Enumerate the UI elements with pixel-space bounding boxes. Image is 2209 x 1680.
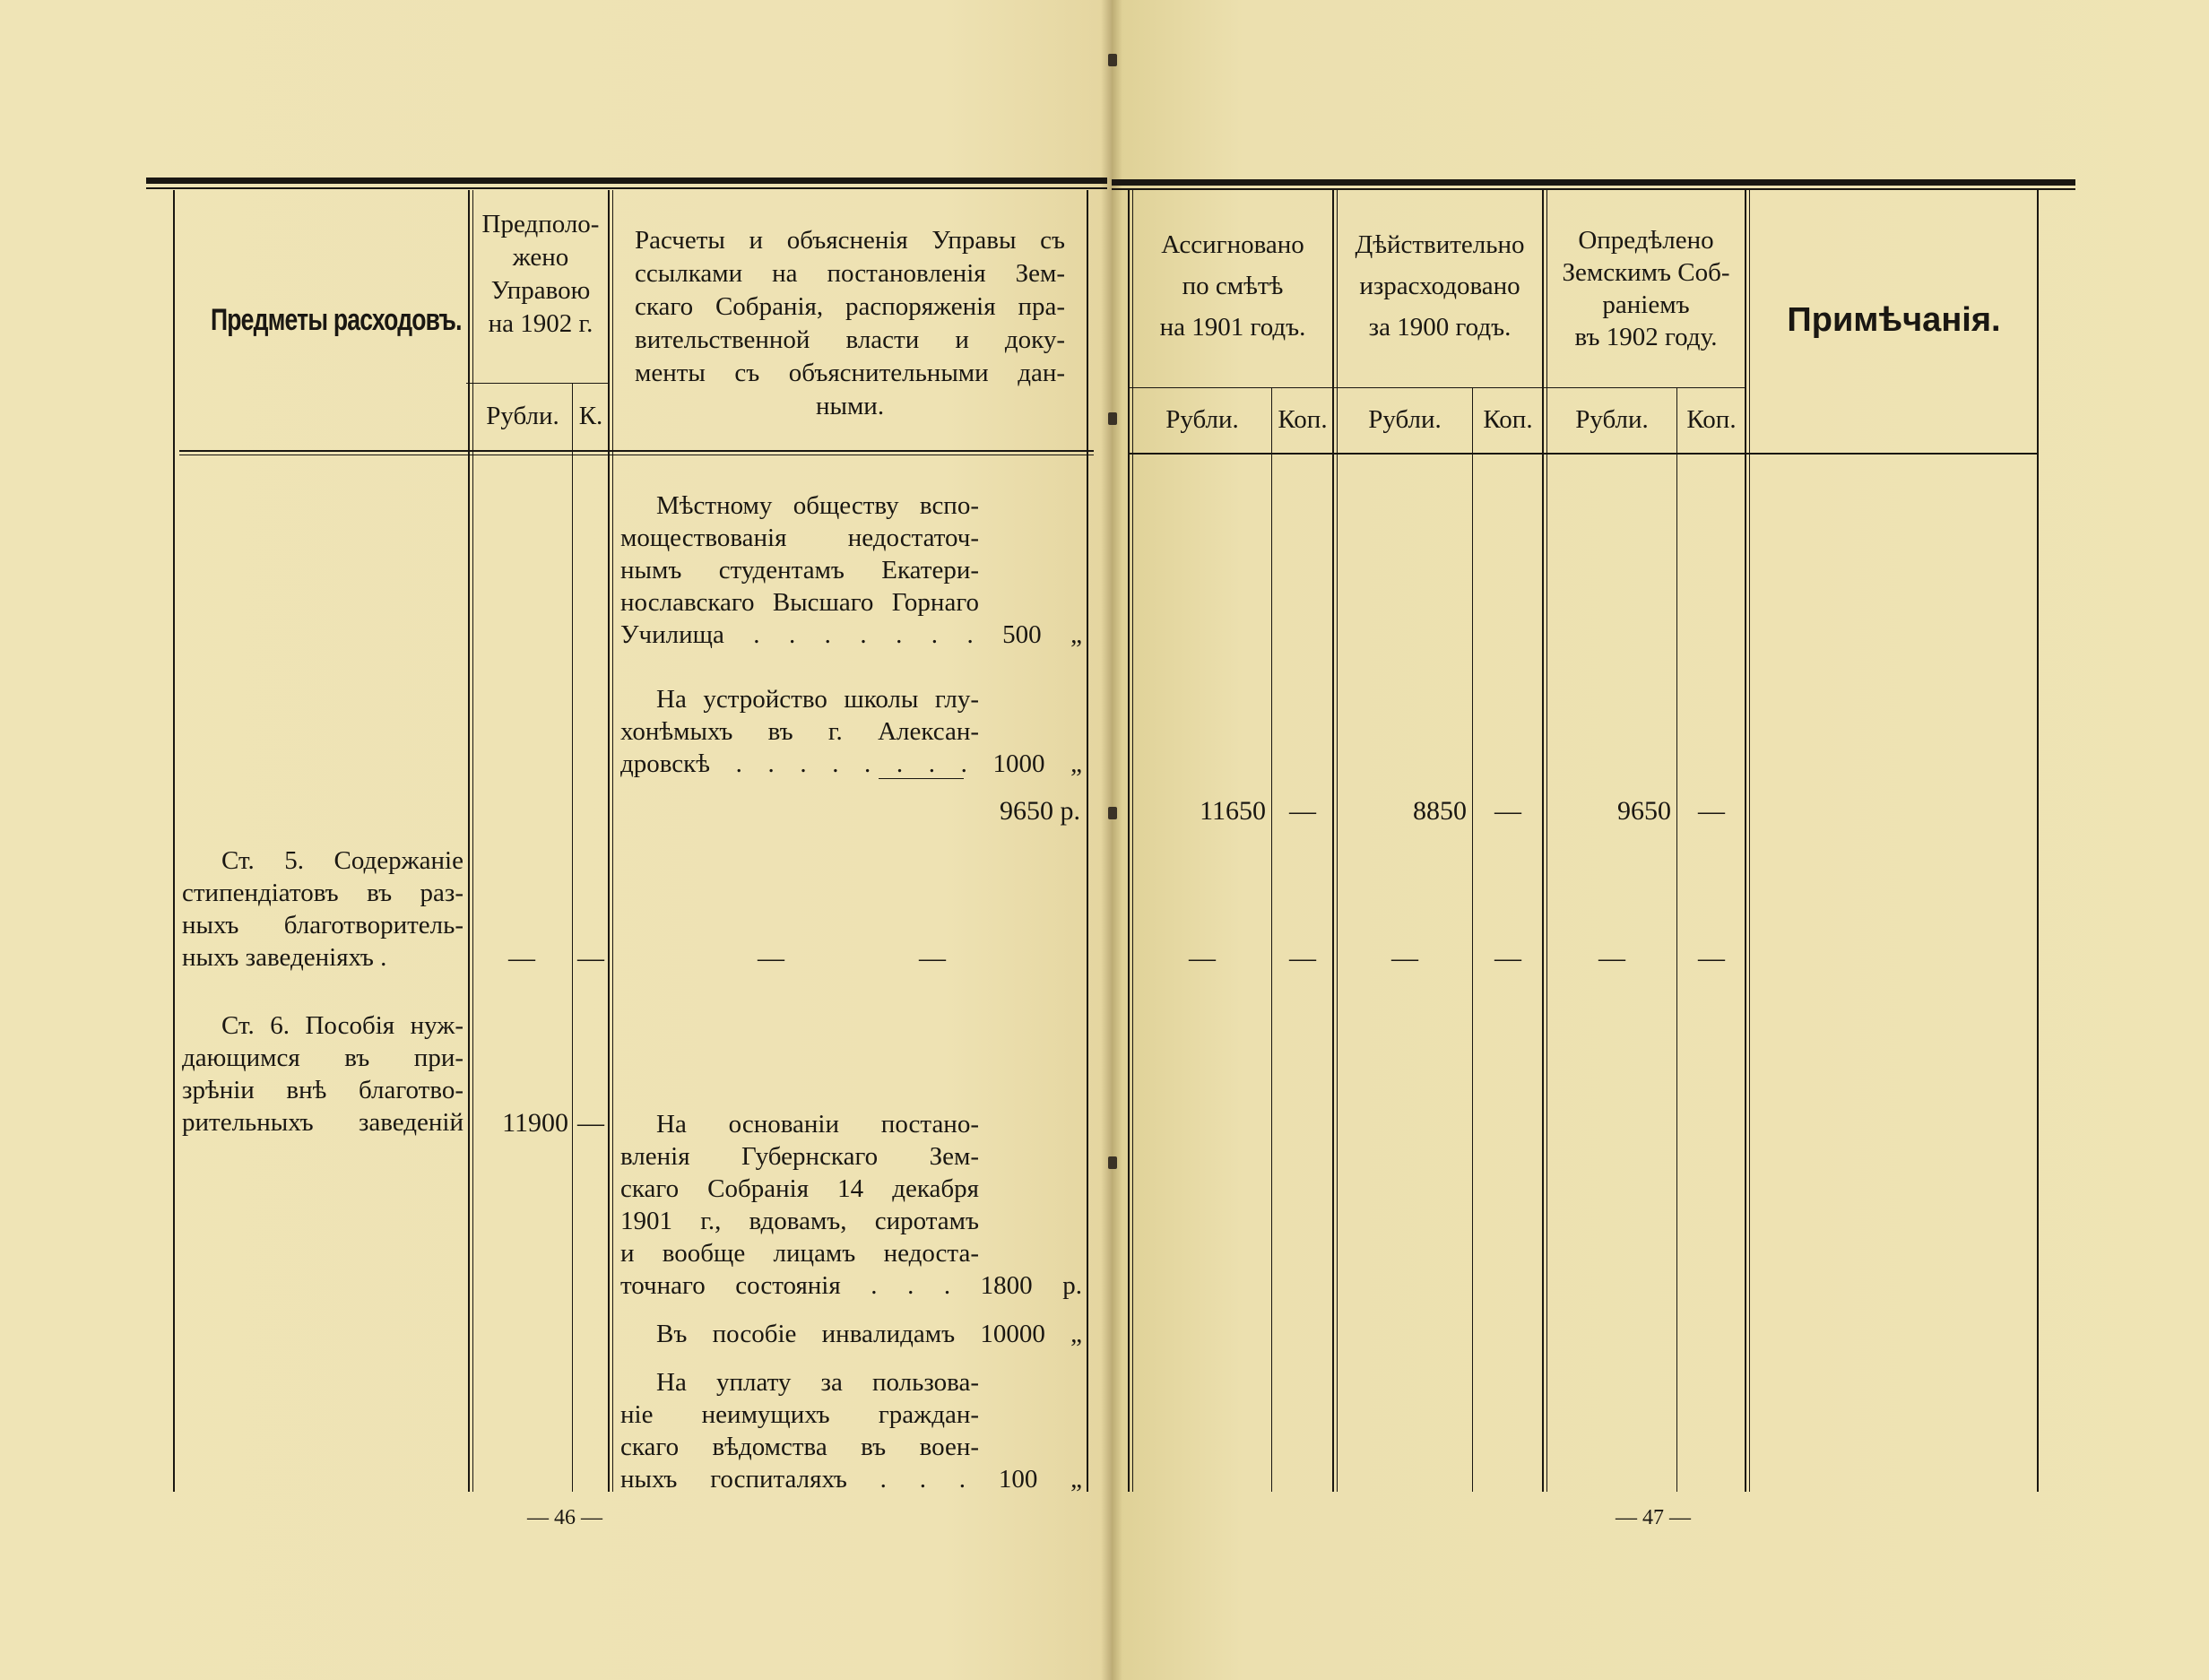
subheader-rule-right: [1128, 387, 1746, 388]
sub-rub-1: Рубли.: [1165, 405, 1239, 434]
binding-clip: [1108, 1156, 1117, 1169]
st5-explain-dash-2: —: [919, 943, 946, 973]
entry-student-society: Мѣстному обществу вспо- моществованія недостаточ- нымъ студентамъ Екатери- нославскаго Высшаго Горнаго Училища . . . . . . . 500 „: [620, 491, 1082, 649]
col-line: [1337, 190, 1338, 1492]
col-line: [572, 383, 573, 1492]
st5-assigned-dash: —: [1189, 943, 1216, 973]
st5-assigned-kop-dash: —: [1289, 943, 1316, 973]
top-thin-rule-right: [1112, 188, 2075, 190]
book-spine: [1101, 0, 1122, 1680]
top-thick-rule-right: [1112, 179, 2075, 186]
article-6: Ст. 6. Пособія нуж- дающимся въ при- зрѣніи внѣ благотво- рительныхъ заведеній: [182, 1011, 463, 1137]
header-proposed-kop: К.: [578, 402, 603, 430]
header-bottom-rule: [179, 450, 1094, 452]
header-items: Предметы расходовъ.: [210, 303, 462, 337]
col-line: [2037, 190, 2039, 1492]
col-line: [608, 190, 610, 1492]
determined-kop-dash: —: [1698, 796, 1725, 826]
header-assigned: Ассигновано по смѣтѣ на 1901 годъ.: [1159, 230, 1306, 342]
col-line: [1542, 190, 1544, 1492]
entry-widows: На основаніи постано- вленія Губернскаго Зем- скаго Собранія 14 декабря 1901 г., вдовамъ, сиротамъ и вообще лицамъ недоста- точнаго состоянія . . . 1800 р.: [620, 1110, 1082, 1300]
st5-rub-dash: —: [508, 943, 535, 973]
spent-value: 8850: [1413, 796, 1467, 826]
col-line: [1128, 190, 1130, 1492]
binding-clip: [1108, 54, 1117, 66]
header-spent: Дѣйствительно израсходовано за 1900 годъ.: [1355, 230, 1525, 342]
entry-invalids: Въ пособіе инвалидамъ 10000 „: [656, 1320, 1082, 1348]
col-line: [1676, 387, 1677, 1492]
col-line: [472, 190, 473, 1492]
top-thin-rule: [146, 187, 1107, 189]
header-explain: Расчеты и объясненія Управы съ ссылками на постановленія Зем- скаго Собранія, распоряженія пра- вительственной власти и доку- менты съ объяснительными дан- ными.: [635, 226, 1065, 420]
subheader-rule: [466, 383, 610, 384]
st5-kop-dash: —: [577, 943, 604, 973]
col-line: [173, 190, 175, 1492]
st6-kop-dash: —: [577, 1108, 604, 1138]
sub-rub-2: Рубли.: [1368, 405, 1442, 434]
col-line: [1132, 190, 1133, 1492]
header-bottom-rule-right: [1128, 453, 2038, 455]
page-number-right: — 47 —: [1616, 1506, 1691, 1529]
spent-kop-dash: —: [1494, 796, 1521, 826]
col-line: [1546, 190, 1547, 1492]
col-line: [1472, 387, 1473, 1492]
sub-kop-3: Коп.: [1686, 405, 1737, 434]
header-proposed-rub: Рубли.: [486, 402, 559, 430]
entry-deaf-school: На устройство школы глу- хонѣмыхъ въ г. Алексан- дровскѣ . . . . . . . . 1000 „: [620, 685, 1082, 778]
left-total: 9650 р.: [1000, 796, 1080, 826]
st5-determined-dash: —: [1598, 943, 1625, 973]
col-line: [1087, 190, 1088, 1492]
col-line: [1332, 190, 1334, 1492]
col-line: [1745, 190, 1746, 1492]
sub-rub-3: Рубли.: [1575, 405, 1649, 434]
col-line: [1271, 387, 1272, 1492]
top-thick-rule: [146, 178, 1107, 184]
st5-spent-kop-dash: —: [1494, 943, 1521, 973]
binding-clip: [1108, 807, 1117, 819]
sum-rule: [879, 778, 964, 779]
col-line: [1749, 190, 1750, 1492]
article-5: Ст. 5. Содержаніе стипендіатовъ въ раз- ныхъ благотворитель- ныхъ заведеніяхъ .: [182, 846, 463, 972]
sub-kop-1: Коп.: [1278, 405, 1328, 434]
col-line: [468, 190, 470, 1492]
determined-value: 9650: [1617, 796, 1671, 826]
binding-clip: [1108, 412, 1117, 425]
st5-determined-kop-dash: —: [1698, 943, 1725, 973]
header-determined: Опредѣлено Земскимъ Соб- раніемъ въ 1902 году.: [1562, 226, 1730, 351]
page-number-left: — 46 —: [527, 1506, 602, 1529]
st5-spent-dash: —: [1391, 943, 1418, 973]
header-notes: Примѣчанія.: [1787, 301, 2001, 339]
st6-rub: 11900: [502, 1108, 568, 1138]
sub-kop-2: Коп.: [1483, 405, 1533, 434]
assigned-kop-dash: —: [1289, 796, 1316, 826]
col-line: [612, 190, 613, 1492]
assigned-value: 11650: [1200, 796, 1266, 826]
entry-hospitals: На уплату за пользова- ніе неимущихъ граждан- скаго вѣдомства въ воен- ныхъ госпиталяхъ . . . 100 „: [620, 1368, 1082, 1494]
st5-explain-dash: —: [758, 943, 784, 973]
header-proposed: Предполо- жено Управою на 1902 г.: [481, 210, 600, 338]
